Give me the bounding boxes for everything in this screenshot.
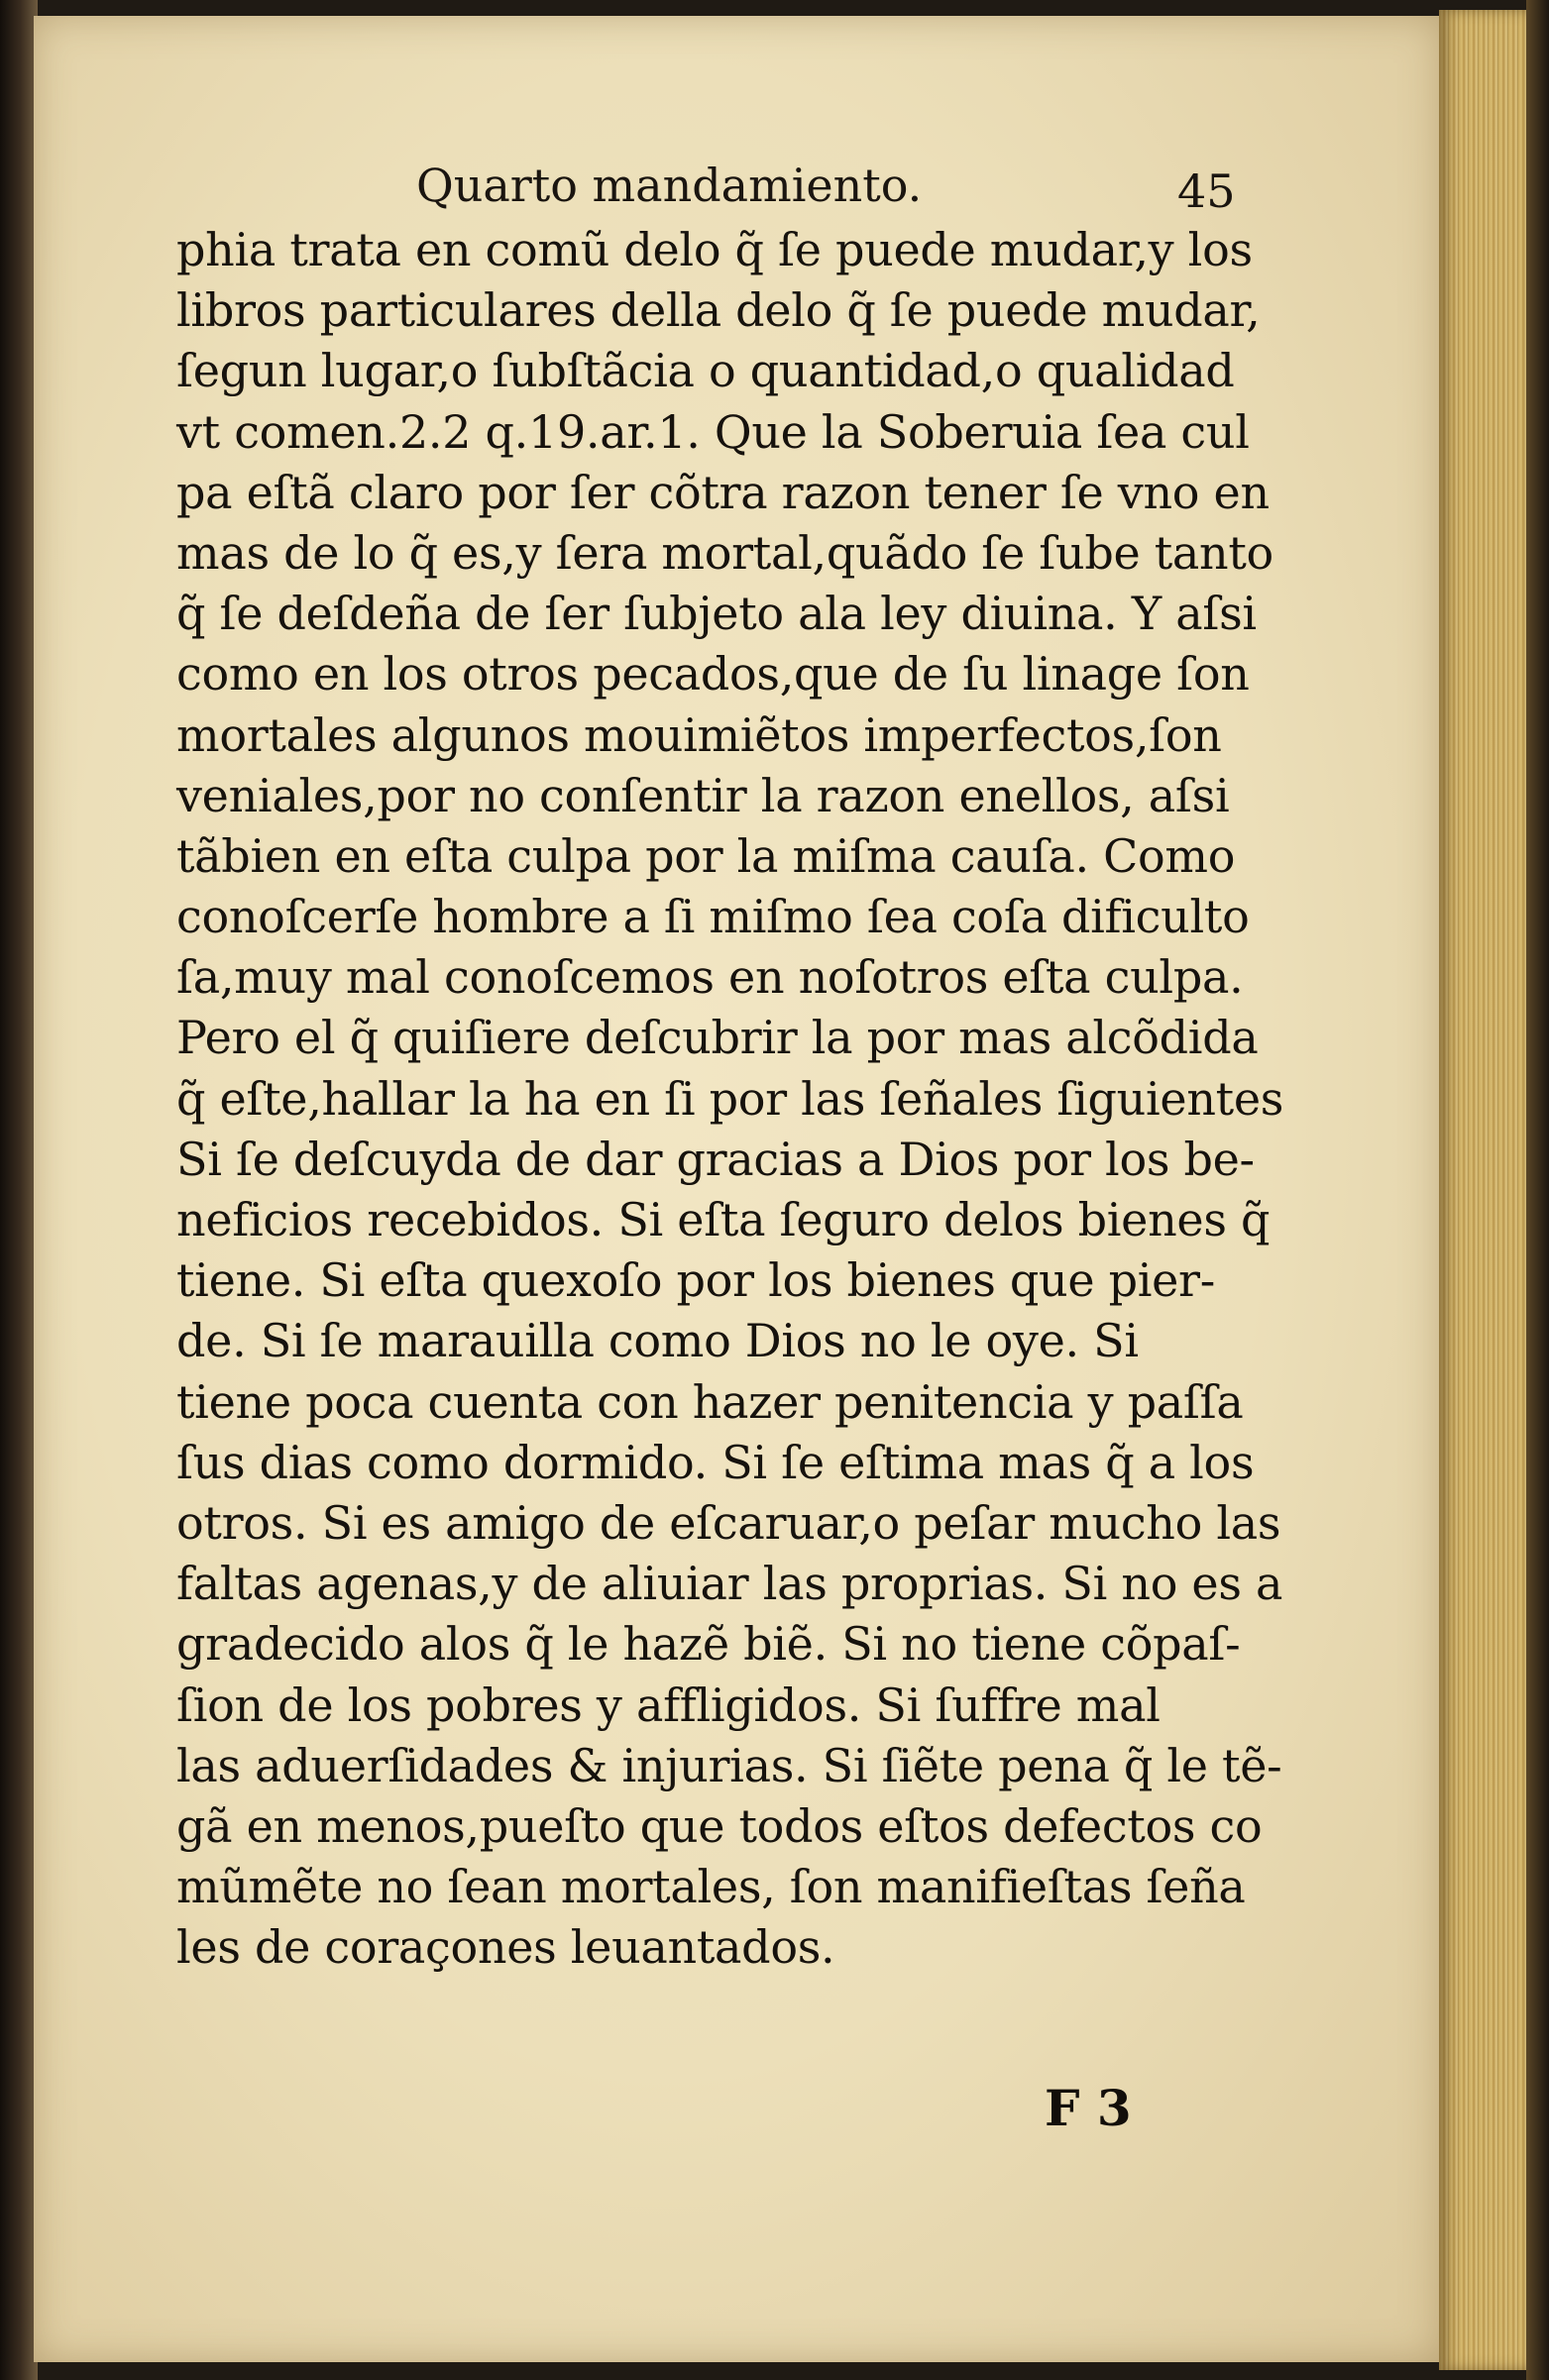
body-text [176,220,1316,1978]
text-line: pa eſtã claro por ſer cõtra razon tener ſe vno en [176,465,1270,519]
text-line: tãbien en eſta culpa por la miſma cauſa. Como [176,828,1236,883]
text-line: tiene. Si eſta quexoſo por los bienes que pier- [176,1253,1215,1308]
text-line: vt comen.2.2 q.19.ar.1. Que la Soberuia ſea cul [176,404,1250,459]
text-line: como en los otros pecados,que de ſu linage ſon [176,647,1250,702]
text-line: ſegun lugar,o ſubſtãcia o quantidad,o qualidad [176,344,1235,398]
text-line: ſus dias como dormido. Si ſe eſtima mas q̃ a los [176,1435,1255,1489]
text-line: Si ſe deſcuyda de dar gracias a Dios por los be- [176,1132,1255,1186]
signature-mark: F 3 [1045,2079,1132,2137]
cover-edge-shadow [1526,0,1549,2380]
text-line: mas de lo q̃ es,y ſera mortal,quãdo ſe ſube tanto [176,525,1273,580]
text-line: q̃ ſe deſdeña de ſer ſubjeto ala ley diuina. Y aſsi [176,587,1257,641]
text-line: mũmẽte no ſean mortales, ſon manifieſtas ſeña [176,1860,1246,1914]
text-line: ſion de los pobres y affligidos. Si ſuffre mal [176,1677,1161,1732]
text-line: otros. Si es amigo de eſcaruar,o peſar mucho las [176,1495,1281,1550]
text-line: les de coraçones leuantados. [176,1920,835,1975]
text-line: gradecido alos q̃ le hazẽ biẽ. Si no tiene cõpaſ- [176,1617,1241,1672]
text-line: mortales algunos mouimiẽtos imperfectos,ſon [176,707,1222,762]
book-binding-edge [0,0,38,2380]
text-line: faltas agenas,y de aliuiar las proprias. Si no es a [176,1557,1283,1611]
text-line: las aduerſidades & injurias. Si ſiẽte pena q̃ le tẽ- [176,1738,1282,1792]
text-line: conoſcerſe hombre a ſi miſmo ſea coſa dificulto [176,890,1250,944]
text-line: q̃ eſte,hallar la ha en ſi por las ſeñales ſiguientes [176,1071,1284,1126]
text-line: veniales,por no conſentir la razon enellos, aſsi [176,768,1230,822]
text-line: phia trata en comũ delo q̃ ſe puede mudar,y los [176,223,1253,276]
text-line: gã en menos,pueſto que todos eſtos defectos co [176,1798,1263,1853]
text-line: de. Si ſe marauilla como Dios no le oye. Si [176,1314,1139,1368]
text-line: tiene poca cuenta con hazer penitencia y paſſa [176,1374,1244,1429]
running-title: Quarto mandamiento. [416,159,923,212]
page-edges [1439,10,1528,2370]
text-line: ſa,muy mal conoſcemos en noſotros eſta culpa. [176,950,1244,1005]
page-number: 45 [1177,164,1236,218]
text-line: neficios recebidos. Si eſta ſeguro delos bienes q̃ [176,1193,1271,1246]
text-line: Pero el q̃ quiſiere deſcubrir la por mas alcõdida [176,1011,1259,1065]
running-head [416,159,1308,218]
text-line: libros particulares della delo q̃ ſe puede mudar, [176,283,1261,338]
